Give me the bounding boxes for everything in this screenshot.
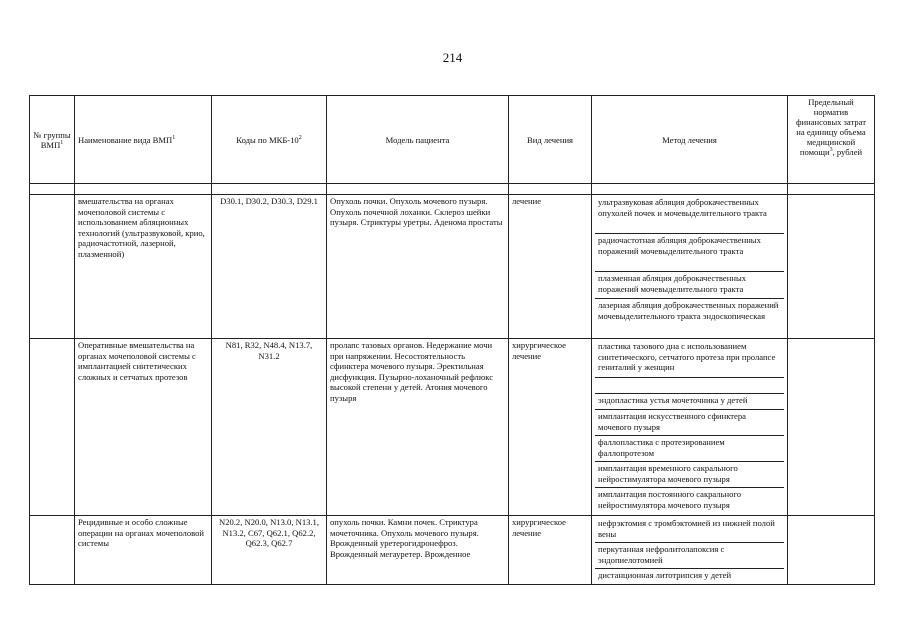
patient-model-cell: Опухоль почки. Опухоль мочевого пузыря. Опухоль почечной лоханки. Склероз шейки пузыря. Стриктуры уретры. Аденома простаты bbox=[327, 195, 509, 339]
codes-cell: N20.2, N20.0, N13.0, N13.1, N13.2, C67, Q62.1, Q62.2, Q62.3, Q62.7 bbox=[212, 516, 327, 585]
table-header-row bbox=[30, 96, 875, 184]
treatment-type-cell: хирургическое лечение bbox=[509, 339, 592, 516]
vmp-name-cell: Рецидивные и особо сложные операции на органах мочеполовой системы bbox=[75, 516, 212, 585]
table-row bbox=[30, 516, 875, 585]
method-item: имплантация постоянного сакрального нейростимулятора мочевого пузыря bbox=[598, 489, 742, 510]
treatment-type-cell: хирургическое лечение bbox=[509, 516, 592, 585]
header-treatment-method: Метод лечения bbox=[592, 96, 788, 184]
method-item bbox=[595, 378, 784, 394]
header-vmp-name: Наименование вида ВМП$^1$ bbox=[75, 96, 212, 184]
header-cost: Предельный норматив финансовых затрат на единицу объема медицинской помощи$^3$, рублей bbox=[788, 96, 875, 184]
table-row bbox=[30, 195, 875, 339]
codes-cell: D30.1, D30.2, D30.3, D29.1 bbox=[212, 195, 327, 339]
header-patient-model: Модель пациента bbox=[327, 96, 509, 184]
cost-cell bbox=[788, 516, 875, 585]
group-number-cell bbox=[30, 516, 75, 585]
vmp-name-cell: вмешательства на органах мочеполовой системы с использованием абляционных технологий (ультразвуковой, крио, радиочастотной, лазерной, плазменной) bbox=[75, 195, 212, 339]
spacer-row bbox=[30, 184, 875, 195]
method-item: имплантация временного сакрального нейростимулятора мочевого пузыря bbox=[595, 462, 784, 488]
treatment-type-cell: лечение bbox=[509, 195, 592, 339]
vmp-name-cell: Оперативные вмешательства на органах мочеполовой системы с имплантацией синтетических сложных и сетчатых протезов bbox=[75, 339, 212, 516]
codes-cell: N81, R32, N48.4, N13.7, N31.2 bbox=[212, 339, 327, 516]
group-number-cell bbox=[30, 339, 75, 516]
treatment-method-cell bbox=[592, 195, 788, 339]
treatment-method-cell bbox=[592, 339, 788, 516]
method-item: нефрэктомия с тромбэктомией из нижней полой вены bbox=[595, 517, 784, 543]
method-item: пластика тазового дна с использованием синтетического, сетчатого протеза при пролапсе гениталий у женщин bbox=[595, 340, 784, 378]
header-codes: Коды по МКБ-$10^2$ bbox=[212, 96, 327, 184]
method-item: эндопластика устья мочеточника у детей bbox=[595, 394, 784, 410]
page-number: 214 bbox=[442, 50, 463, 65]
patient-model-cell: пролапс тазовых органов. Недержание мочи при напряжении. Несостоятельность сфинктера мочевого пузыря. Эректильная дисфункция. Пузырно-лоханочный рефлюкс высокой степени у детей. Атония мочевого пузыря bbox=[327, 339, 509, 516]
vmp-table bbox=[29, 95, 875, 585]
method-item: фаллопластика с протезированием фаллопротезом bbox=[595, 436, 784, 462]
method-item: радиочастотная абляция доброкачественных поражений мочевыделительного тракта bbox=[595, 234, 784, 272]
table-row bbox=[30, 339, 875, 516]
treatment-method-cell bbox=[592, 516, 788, 585]
patient-model-cell: опухоль почки. Камни почек. Стриктура мочеточника. Опухоль мочевого пузыря. Врожденный уретерогидронефроз. Врожденный мегауретер. Врожденное bbox=[327, 516, 509, 585]
group-number-cell bbox=[30, 195, 75, 339]
method-item: лазерная абляция доброкачественных поражений мочевыделительного тракта эндоскопическая bbox=[598, 300, 779, 321]
method-item: перкутанная нефролитолапоксия с эндопиелотомией bbox=[595, 543, 784, 569]
cost-cell bbox=[788, 195, 875, 339]
cost-cell bbox=[788, 339, 875, 516]
header-treatment-type: Вид лечения bbox=[509, 96, 592, 184]
method-item: дистанционная литотрипсия у детей bbox=[598, 570, 732, 580]
header-group-number: № группы ВМП$^1$ bbox=[30, 96, 75, 184]
method-item: плазменная абляция доброкачественных поражений мочевыделительного тракта bbox=[595, 272, 784, 299]
method-item: ультразвуковая абляция доброкачественных опухолей почек и мочевыделительного тракта bbox=[595, 196, 784, 234]
method-item: имплантация искусственного сфинктера мочевого пузыря bbox=[595, 410, 784, 436]
